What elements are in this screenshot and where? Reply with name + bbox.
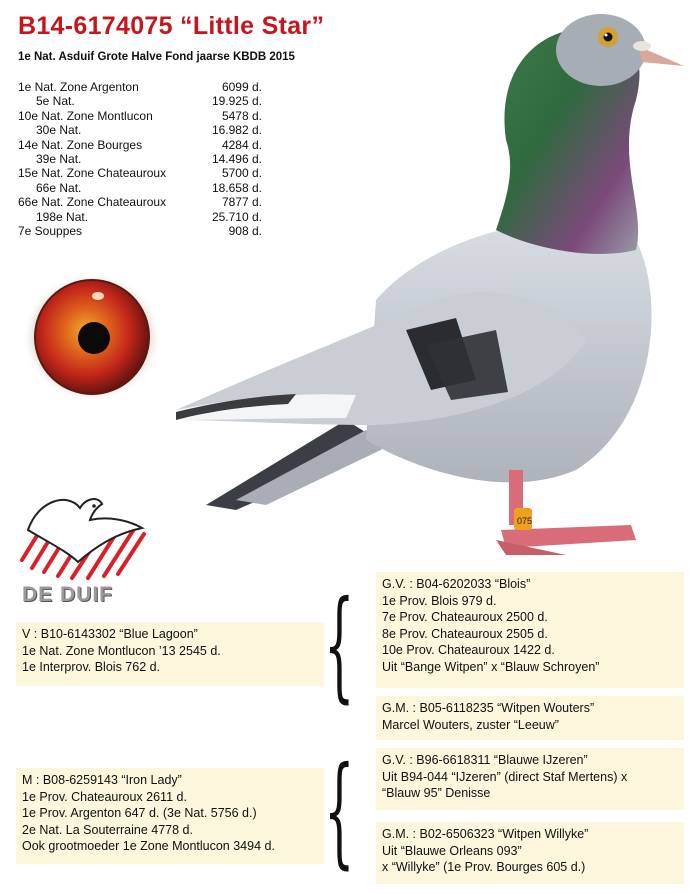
result-value: 4284 d.	[221, 137, 262, 152]
mother-gv-line: G.V. : B96-6618311 “Blauwe IJzeren”	[382, 753, 588, 767]
father-gv-line: 1e Prov. Blois 979 d.	[382, 593, 497, 608]
father-gv-line: Uit “Bange Witpen” x “Blauw Schroyen”	[382, 659, 600, 674]
mother-line: Ook grootmoeder 1e Zone Montlucon 3494 d.	[22, 839, 275, 853]
result-value: 16.982 d.	[211, 123, 262, 138]
result-value: 18.658 d.	[211, 180, 262, 195]
mother-line: 1e Prov. Chateauroux 2611 d.	[22, 789, 187, 804]
father-gv-line: 10e Prov. Chateauroux 1422 d.	[382, 643, 555, 657]
result-label: 7e Souppes	[18, 224, 83, 239]
mother-line: 1e Prov. Argenton 647 d. (3e Nat. 5756 d.)	[22, 806, 257, 820]
result-label: 15e Nat. Zone Chateauroux	[18, 166, 167, 181]
father-line: 1e Nat. Zone Montlucon ’13 2545 d.	[22, 643, 221, 658]
mother-brace: {	[324, 742, 355, 882]
mother-gm-line: Uit “Blauwe Orleans 093”	[382, 843, 522, 858]
pigeon-photo	[176, 0, 696, 560]
mother-gm-line: x “Willyke” (1e Prov. Bourges 605 d.)	[382, 860, 586, 874]
pigeon-eye-image	[22, 272, 162, 402]
result-label: 39e Nat.	[36, 152, 82, 167]
leg-ring-number: 075	[517, 516, 533, 526]
result-value: 19.925 d.	[211, 94, 262, 109]
father-grandmother-box	[376, 696, 684, 740]
mother-line: 2e Nat. La Souterraine 4778 d.	[22, 822, 193, 837]
father-gv-line: 8e Prov. Chateauroux 2505 d.	[382, 626, 548, 641]
result-value: 5478 d.	[221, 108, 262, 123]
result-label: 66e Nat. Zone Chateauroux	[18, 195, 167, 210]
father-gm-line: G.M. : B05-6118235 “Witpen Wouters”	[382, 701, 595, 715]
father-gv-line: 7e Prov. Chateauroux 2500 d.	[382, 610, 548, 624]
subtitle: 1e Nat. Asduif Grote Halve Fond jaarse KBDB 2015	[18, 51, 295, 63]
father-brace: {	[324, 576, 355, 716]
father-line: 1e Interprov. Blois 762 d.	[22, 660, 161, 674]
mother-line: M : B08-6259143 “Iron Lady”	[22, 773, 182, 787]
pigeon-title: B14-6174075 “Little Star”	[18, 12, 325, 40]
mother-gv-line: Uit B94-044 “IJzeren” (direct Staf Mertens) x	[382, 769, 628, 784]
father-gv-line: G.V. : B04-6202033 “Blois”	[382, 577, 531, 591]
father-grandfather-box	[376, 572, 684, 688]
result-label: 14e Nat. Zone Bourges	[18, 137, 143, 152]
result-label: 5e Nat.	[36, 94, 75, 109]
result-label: 1e Nat. Zone Argenton	[18, 80, 139, 94]
result-value: 6099 d.	[221, 80, 262, 94]
mother-gv-line: “Blauw 95” Denisse	[382, 786, 491, 800]
result-value: 908 d.	[228, 224, 262, 239]
result-value: 7877 d.	[221, 195, 262, 210]
father-info-box	[16, 622, 324, 686]
result-value: 5700 d.	[221, 166, 262, 181]
mother-grandmother-box	[376, 822, 684, 884]
father-line: V : B10-6143302 “Blue Lagoon”	[22, 627, 198, 641]
mother-gm-line: G.M. : B02-6506323 “Witpen Willyke”	[382, 827, 589, 841]
logo-text: DE DUIF	[22, 583, 113, 606]
result-value: 14.496 d.	[211, 152, 262, 167]
result-value: 25.710 d.	[211, 209, 262, 224]
result-label: 10e Nat. Zone Montlucon	[18, 108, 153, 123]
father-gm-line: Marcel Wouters, zuster “Leeuw”	[382, 717, 559, 732]
result-label: 198e Nat.	[36, 209, 89, 224]
result-label: 66e Nat.	[36, 180, 82, 195]
mother-info-box	[16, 768, 324, 864]
result-label: 30e Nat.	[36, 123, 82, 138]
mother-grandfather-box	[376, 748, 684, 810]
